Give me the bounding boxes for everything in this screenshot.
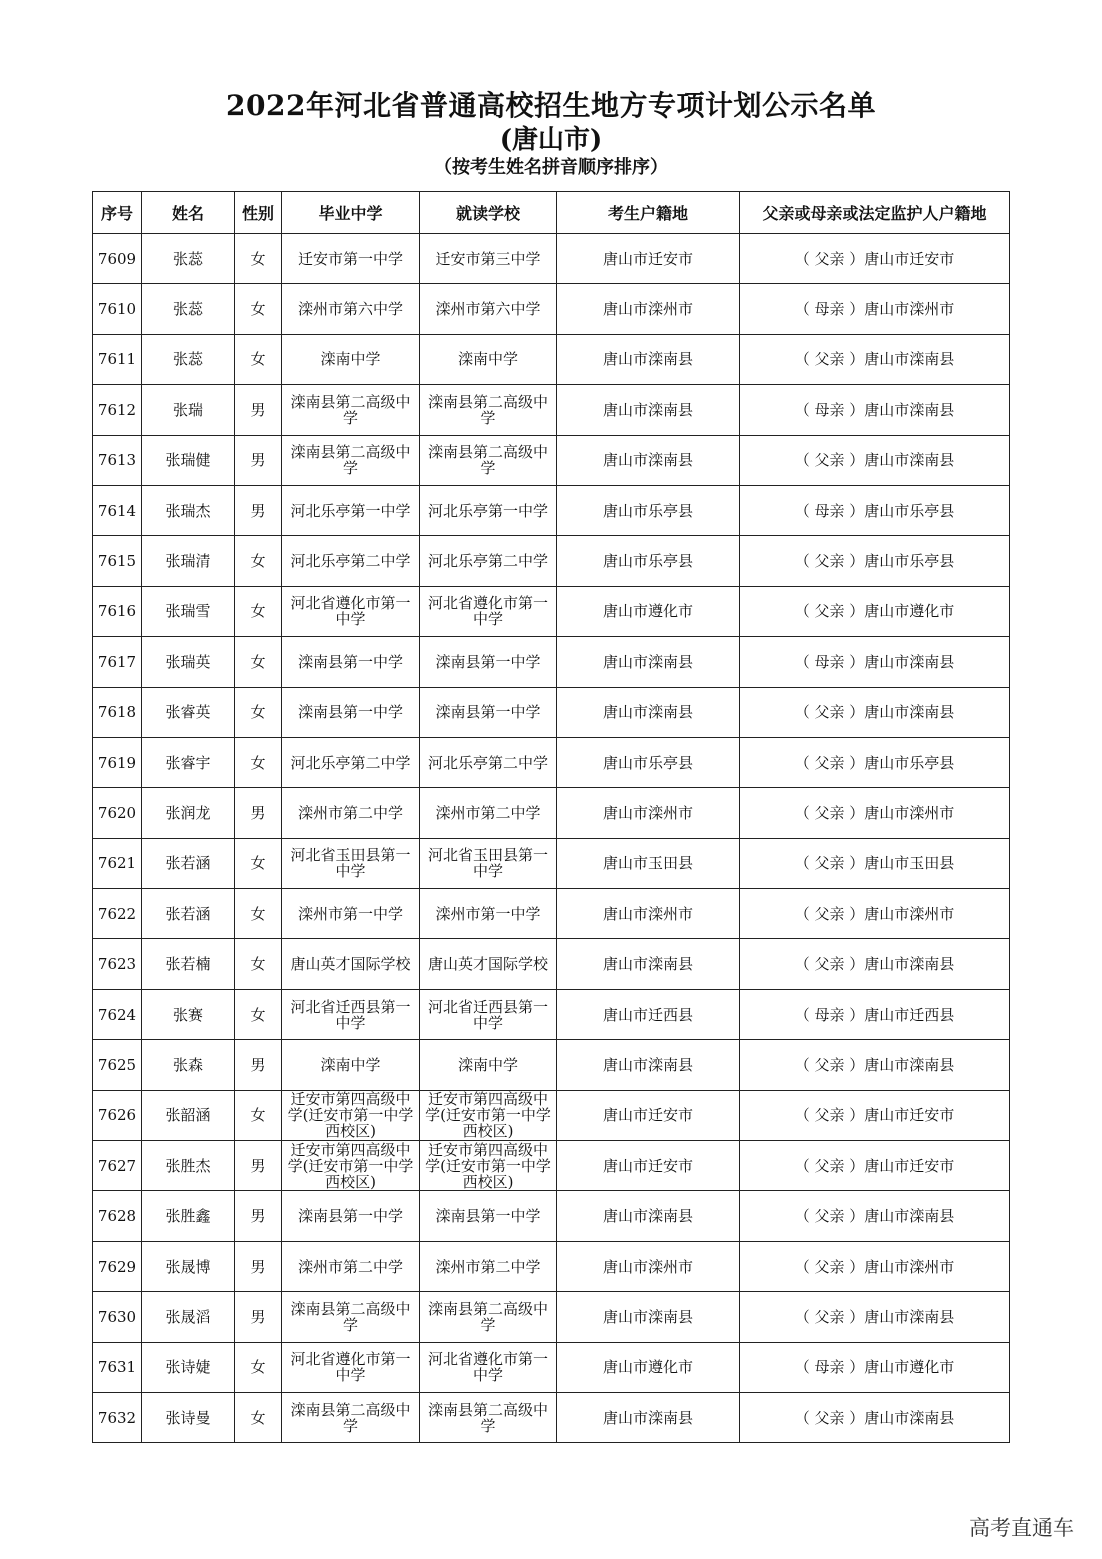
cell-graduated-school: 滦南县第一中学	[282, 637, 420, 687]
cell-graduated-school: 滦南县第二高级中学	[282, 435, 420, 485]
document-title: 2022年河北省普通高校招生地方专项计划公示名单	[226, 89, 876, 122]
cell-index: 7609	[93, 234, 142, 284]
table-row	[93, 1191, 1010, 1241]
cell-index: 7619	[93, 737, 142, 787]
cell-household-registration: 唐山市乐亭县	[557, 536, 740, 586]
cell-household-registration: 唐山市玉田县	[557, 838, 740, 888]
watermark: 高考直通车	[969, 1516, 1074, 1540]
cell-gender: 男	[235, 1292, 282, 1342]
header-index: 序号	[93, 192, 142, 234]
cell-index: 7632	[93, 1392, 142, 1442]
cell-household-registration: 唐山市滦南县	[557, 385, 740, 435]
cell-name: 张胜杰	[142, 1141, 235, 1191]
cell-name: 张瑞	[142, 385, 235, 435]
cell-index: 7613	[93, 435, 142, 485]
cell-current-school: 河北省遵化市第一中学	[420, 586, 557, 636]
cell-household-registration: 唐山市遵化市	[557, 586, 740, 636]
cell-gender: 女	[235, 536, 282, 586]
cell-graduated-school: 河北省迁西县第一中学	[282, 989, 420, 1039]
table-row	[93, 1392, 1010, 1442]
cell-household-registration: 唐山市迁安市	[557, 234, 740, 284]
cell-graduated-school: 河北省遵化市第一中学	[282, 1342, 420, 1392]
cell-household-registration: 唐山市滦州市	[557, 1241, 740, 1291]
cell-guardian-registration: （ 母亲 ）唐山市乐亭县	[740, 485, 1010, 535]
cell-graduated-school: 滦南县第一中学	[282, 1191, 420, 1241]
cell-graduated-school: 河北乐亭第二中学	[282, 737, 420, 787]
cell-guardian-registration: （ 父亲 ）唐山市乐亭县	[740, 737, 1010, 787]
cell-index: 7617	[93, 637, 142, 687]
cell-household-registration: 唐山市遵化市	[557, 1342, 740, 1392]
cell-current-school: 河北省玉田县第一中学	[420, 838, 557, 888]
cell-current-school: 迁安市第四高级中学(迁安市第一中学西校区)	[420, 1141, 557, 1191]
cell-current-school: 滦南县第一中学	[420, 687, 557, 737]
cell-graduated-school: 河北乐亭第二中学	[282, 536, 420, 586]
cell-name: 张瑞雪	[142, 586, 235, 636]
cell-gender: 女	[235, 1342, 282, 1392]
cell-gender: 女	[235, 1392, 282, 1442]
cell-guardian-registration: （ 父亲 ）唐山市滦南县	[740, 1292, 1010, 1342]
cell-household-registration: 唐山市滦南县	[557, 435, 740, 485]
cell-gender: 男	[235, 435, 282, 485]
cell-guardian-registration: （ 父亲 ）唐山市滦南县	[740, 435, 1010, 485]
cell-current-school: 滦南县第二高级中学	[420, 1292, 557, 1342]
header-gender: 性别	[235, 192, 282, 234]
cell-guardian-registration: （ 父亲 ）唐山市滦南县	[740, 1040, 1010, 1090]
table-row	[93, 687, 1010, 737]
cell-gender: 女	[235, 1090, 282, 1140]
cell-current-school: 滦南县第二高级中学	[420, 1392, 557, 1442]
cell-household-registration: 唐山市滦南县	[557, 1292, 740, 1342]
cell-name: 张晟滔	[142, 1292, 235, 1342]
cell-name: 张森	[142, 1040, 235, 1090]
cell-guardian-registration: （ 父亲 ）唐山市滦州市	[740, 788, 1010, 838]
cell-graduated-school: 滦南县第二高级中学	[282, 1392, 420, 1442]
cell-name: 张诗曼	[142, 1392, 235, 1442]
table-row	[93, 989, 1010, 1039]
cell-index: 7629	[93, 1241, 142, 1291]
table-row	[93, 485, 1010, 535]
cell-name: 张蕊	[142, 284, 235, 334]
cell-name: 张瑞英	[142, 637, 235, 687]
cell-guardian-registration: （ 母亲 ）唐山市遵化市	[740, 1342, 1010, 1392]
cell-name: 张瑞清	[142, 536, 235, 586]
table-row	[93, 435, 1010, 485]
cell-graduated-school: 迁安市第四高级中学(迁安市第一中学西校区)	[282, 1141, 420, 1191]
cell-gender: 女	[235, 889, 282, 939]
cell-gender: 男	[235, 385, 282, 435]
cell-name: 张若楠	[142, 939, 235, 989]
document-subtitle: (唐山市)	[499, 125, 603, 155]
cell-current-school: 河北乐亭第二中学	[420, 536, 557, 586]
cell-guardian-registration: （ 父亲 ）唐山市滦南县	[740, 687, 1010, 737]
table-row	[93, 586, 1010, 636]
cell-current-school: 滦南中学	[420, 1040, 557, 1090]
cell-gender: 女	[235, 737, 282, 787]
cell-index: 7624	[93, 989, 142, 1039]
cell-guardian-registration: （ 父亲 ）唐山市迁安市	[740, 234, 1010, 284]
cell-name: 张若涵	[142, 889, 235, 939]
cell-gender: 女	[235, 284, 282, 334]
table-row	[93, 1342, 1010, 1392]
cell-guardian-registration: （ 父亲 ）唐山市滦南县	[740, 1392, 1010, 1442]
cell-current-school: 迁安市第四高级中学(迁安市第一中学西校区)	[420, 1090, 557, 1140]
cell-index: 7627	[93, 1141, 142, 1191]
cell-index: 7620	[93, 788, 142, 838]
table-row	[93, 1141, 1010, 1191]
cell-graduated-school: 滦南县第二高级中学	[282, 385, 420, 435]
cell-name: 张蕊	[142, 234, 235, 284]
table-row	[93, 637, 1010, 687]
cell-household-registration: 唐山市滦州市	[557, 889, 740, 939]
cell-household-registration: 唐山市乐亭县	[557, 737, 740, 787]
cell-guardian-registration: （ 父亲 ）唐山市迁安市	[740, 1141, 1010, 1191]
cell-graduated-school: 河北乐亭第一中学	[282, 485, 420, 535]
cell-household-registration: 唐山市乐亭县	[557, 485, 740, 535]
cell-gender: 男	[235, 1191, 282, 1241]
table-row	[93, 939, 1010, 989]
sort-note: （按考生姓名拼音顺序排序）	[434, 157, 668, 178]
cell-name: 张胜鑫	[142, 1191, 235, 1241]
cell-household-registration: 唐山市滦州市	[557, 284, 740, 334]
cell-current-school: 滦南县第一中学	[420, 637, 557, 687]
header-guardian-registration: 父亲或母亲或法定监护人户籍地	[740, 192, 1010, 234]
cell-household-registration: 唐山市迁安市	[557, 1141, 740, 1191]
cell-household-registration: 唐山市滦南县	[557, 637, 740, 687]
header-name: 姓名	[142, 192, 235, 234]
table-row	[93, 284, 1010, 334]
cell-index: 7610	[93, 284, 142, 334]
cell-name: 张瑞杰	[142, 485, 235, 535]
table-row	[93, 234, 1010, 284]
cell-guardian-registration: （ 父亲 ）唐山市滦南县	[740, 939, 1010, 989]
cell-index: 7611	[93, 334, 142, 384]
cell-graduated-school: 滦州市第二中学	[282, 1241, 420, 1291]
cell-guardian-registration: （ 父亲 ）唐山市滦州市	[740, 1241, 1010, 1291]
cell-graduated-school: 唐山英才国际学校	[282, 939, 420, 989]
cell-gender: 女	[235, 687, 282, 737]
cell-guardian-registration: （ 母亲 ）唐山市滦州市	[740, 284, 1010, 334]
cell-guardian-registration: （ 父亲 ）唐山市遵化市	[740, 586, 1010, 636]
cell-graduated-school: 滦南县第二高级中学	[282, 1292, 420, 1342]
table-body	[93, 234, 1010, 1443]
cell-gender: 男	[235, 485, 282, 535]
cell-guardian-registration: （ 母亲 ）唐山市迁西县	[740, 989, 1010, 1039]
cell-current-school: 滦州市第二中学	[420, 788, 557, 838]
table-header-row	[93, 192, 1010, 234]
cell-index: 7612	[93, 385, 142, 435]
cell-graduated-school: 滦南中学	[282, 334, 420, 384]
cell-current-school: 滦州市第六中学	[420, 284, 557, 334]
cell-name: 张蕊	[142, 334, 235, 384]
cell-index: 7614	[93, 485, 142, 535]
cell-household-registration: 唐山市滦南县	[557, 1040, 740, 1090]
cell-index: 7631	[93, 1342, 142, 1392]
cell-index: 7621	[93, 838, 142, 888]
cell-graduated-school: 滦南县第一中学	[282, 687, 420, 737]
cell-current-school: 滦南县第二高级中学	[420, 385, 557, 435]
cell-current-school: 河北省迁西县第一中学	[420, 989, 557, 1039]
cell-index: 7626	[93, 1090, 142, 1140]
cell-graduated-school: 滦州市第六中学	[282, 284, 420, 334]
cell-graduated-school: 河北省遵化市第一中学	[282, 586, 420, 636]
cell-name: 张晟博	[142, 1241, 235, 1291]
cell-guardian-registration: （ 父亲 ）唐山市滦南县	[740, 1191, 1010, 1241]
cell-gender: 男	[235, 1241, 282, 1291]
cell-gender: 男	[235, 1141, 282, 1191]
cell-household-registration: 唐山市迁西县	[557, 989, 740, 1039]
table-row	[93, 334, 1010, 384]
cell-current-school: 滦南中学	[420, 334, 557, 384]
cell-current-school: 滦州市第一中学	[420, 889, 557, 939]
cell-index: 7622	[93, 889, 142, 939]
cell-gender: 女	[235, 838, 282, 888]
cell-name: 张诗婕	[142, 1342, 235, 1392]
cell-index: 7615	[93, 536, 142, 586]
cell-graduated-school: 迁安市第四高级中学(迁安市第一中学西校区)	[282, 1090, 420, 1140]
cell-name: 张润龙	[142, 788, 235, 838]
cell-guardian-registration: （ 母亲 ）唐山市滦南县	[740, 385, 1010, 435]
cell-household-registration: 唐山市滦南县	[557, 1392, 740, 1442]
cell-current-school: 河北乐亭第二中学	[420, 737, 557, 787]
table-row	[93, 385, 1010, 435]
cell-name: 张韶涵	[142, 1090, 235, 1140]
cell-guardian-registration: （ 父亲 ）唐山市迁安市	[740, 1090, 1010, 1140]
cell-current-school: 唐山英才国际学校	[420, 939, 557, 989]
cell-graduated-school: 滦州市第二中学	[282, 788, 420, 838]
cell-graduated-school: 滦南中学	[282, 1040, 420, 1090]
cell-guardian-registration: （ 父亲 ）唐山市玉田县	[740, 838, 1010, 888]
cell-index: 7618	[93, 687, 142, 737]
cell-gender: 女	[235, 989, 282, 1039]
cell-gender: 女	[235, 586, 282, 636]
cell-gender: 男	[235, 788, 282, 838]
table-row	[93, 536, 1010, 586]
cell-gender: 女	[235, 939, 282, 989]
cell-name: 张瑞健	[142, 435, 235, 485]
cell-current-school: 迁安市第三中学	[420, 234, 557, 284]
table-row	[93, 1241, 1010, 1291]
cell-gender: 男	[235, 1040, 282, 1090]
cell-index: 7623	[93, 939, 142, 989]
cell-graduated-school: 迁安市第一中学	[282, 234, 420, 284]
cell-current-school: 滦州市第二中学	[420, 1241, 557, 1291]
table-row	[93, 1040, 1010, 1090]
table-row	[93, 1090, 1010, 1140]
table-row	[93, 838, 1010, 888]
cell-gender: 女	[235, 637, 282, 687]
roster-table	[92, 191, 1010, 1443]
cell-graduated-school: 滦州市第一中学	[282, 889, 420, 939]
cell-index: 7625	[93, 1040, 142, 1090]
cell-name: 张睿英	[142, 687, 235, 737]
cell-current-school: 滦南县第一中学	[420, 1191, 557, 1241]
cell-guardian-registration: （ 父亲 ）唐山市滦州市	[740, 889, 1010, 939]
header-current-school: 就读学校	[420, 192, 557, 234]
cell-guardian-registration: （ 母亲 ）唐山市滦南县	[740, 637, 1010, 687]
cell-household-registration: 唐山市滦州市	[557, 788, 740, 838]
cell-name: 张赛	[142, 989, 235, 1039]
cell-household-registration: 唐山市滦南县	[557, 334, 740, 384]
cell-index: 7628	[93, 1191, 142, 1241]
table-row	[93, 1292, 1010, 1342]
cell-graduated-school: 河北省玉田县第一中学	[282, 838, 420, 888]
cell-gender: 女	[235, 334, 282, 384]
cell-guardian-registration: （ 父亲 ）唐山市滦南县	[740, 334, 1010, 384]
cell-household-registration: 唐山市迁安市	[557, 1090, 740, 1140]
cell-current-school: 滦南县第二高级中学	[420, 435, 557, 485]
table-row	[93, 737, 1010, 787]
cell-guardian-registration: （ 父亲 ）唐山市乐亭县	[740, 536, 1010, 586]
cell-gender: 女	[235, 234, 282, 284]
cell-household-registration: 唐山市滦南县	[557, 1191, 740, 1241]
cell-current-school: 河北乐亭第一中学	[420, 485, 557, 535]
cell-name: 张睿宇	[142, 737, 235, 787]
header-household-registration: 考生户籍地	[557, 192, 740, 234]
cell-current-school: 河北省遵化市第一中学	[420, 1342, 557, 1392]
cell-household-registration: 唐山市滦南县	[557, 687, 740, 737]
table-row	[93, 788, 1010, 838]
cell-index: 7630	[93, 1292, 142, 1342]
header-graduated-school: 毕业中学	[282, 192, 420, 234]
cell-index: 7616	[93, 586, 142, 636]
cell-name: 张若涵	[142, 838, 235, 888]
table-row	[93, 889, 1010, 939]
cell-household-registration: 唐山市滦南县	[557, 939, 740, 989]
